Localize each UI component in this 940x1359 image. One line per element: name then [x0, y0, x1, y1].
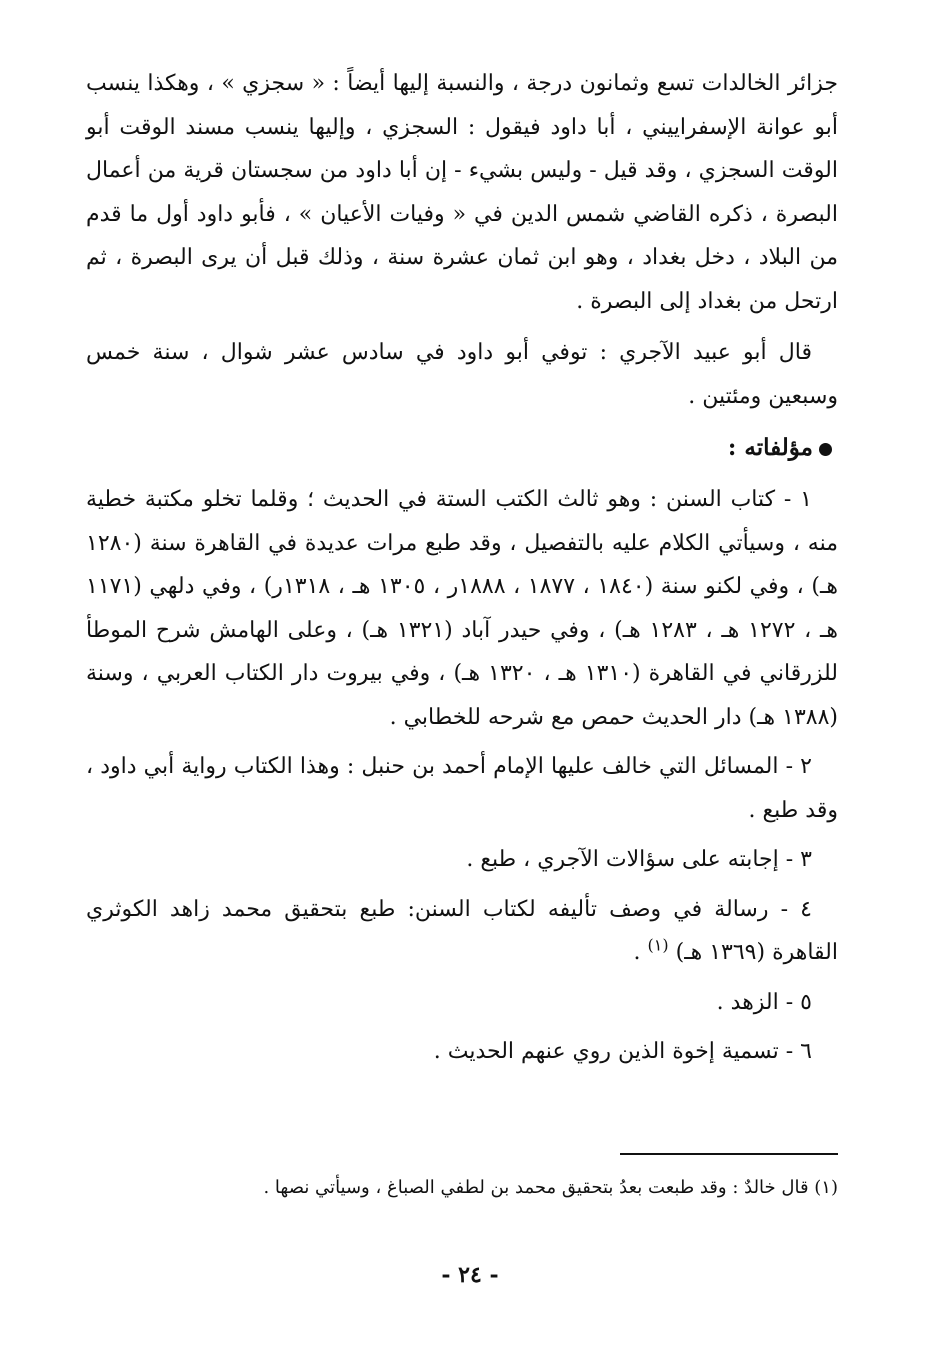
works-heading — [86, 426, 838, 470]
work-item-4-text: ٤ - رسالة في وصف تأليفه لكتاب السنن: طبع بتحقيق محمد زاهد الكوثري القاهرة (١٣٦٩ هـ) — [86, 896, 838, 965]
work-item-4 — [86, 888, 838, 975]
page-body — [86, 62, 838, 1080]
bullet-icon — [819, 443, 832, 456]
death-paragraph: قال أبو عبيد الآجري : توفي أبو داود في سادس عشر شوال ، سنة خمس وسبعين ومئتين . — [86, 340, 838, 409]
work-item-5: ٥ - الزهد . — [716, 989, 812, 1015]
page-number: - ٢٤ - — [441, 1262, 499, 1288]
footnote-reference[interactable]: (١) — [647, 935, 669, 955]
footnote-divider — [620, 1153, 838, 1155]
work-item-1: ١ - كتاب السنن : وهو ثالث الكتب الستة في الحديث ؛ وقلما تخلو مكتبة خطية منه ، وسيأتي الكلام عليه بالتفصيل ، وقد طبع مرات عديدة في القاهرة سنة (١٢٨٠ هـ) ، وفي لكنو سنة (١٨٤٠ ، ١٨٧٧ ، ١٨٨٨ر ، ١٣٠٥ هـ ، ١٣١٨ر) ، وفي دلهي (١١٧١ هـ ، ١٢٧٢ هـ ، ١٢٨٣ هـ) ، وفي حيدر آباد (١٣٢١ هـ) ، وعلى الهامش شرح الموطأ للزرقاني في القاهرة (١٣١٠ هـ ، ١٣٢٠ هـ) ، وفي بيروت دار الكتاب العربي ، وسنة (١٣٨٨ هـ) دار الحديث حمص مع شرحه للخطابي . — [86, 487, 839, 730]
work-item-4-end: . — [633, 940, 641, 965]
footnote: (١) قال خالدٌ : وقد طبعت بعدُ بتحقيق محمد بن لطفي الصباغ ، وسيأتي نصها . — [263, 1177, 838, 1198]
intro-paragraph: جزائر الخالدات تسع وثمانون درجة ، والنسبة إليها أيضاً : « سجزي » ، وهكذا ينسب أبو عوانة الإسفراييني ، أبا داود فيقول : السجزي ، وإليها ينسب مسند الوقت أبو الوقت السجزي ، وقد قيل - وليس بشيء - إن أبا داود من سجستان قرية من أعمال البصرة ، ذكره القاضي شمس الدين في « وفيات الأعيان » ، فأبو داود أول ما قدم من البلاد ، دخل بغداد ، وهو ابن ثمان عشرة سنة ، وذلك قبل أن يرى البصرة ، ثم ارتحل من بغداد إلى البصرة . — [86, 71, 838, 314]
work-item-3: ٣ - إجابته على سؤالات الآجري ، طبع . — [466, 847, 812, 872]
works-heading-text: مؤلفاته : — [727, 434, 813, 461]
work-item-6: ٦ - تسمية إخوة الذين روي عنهم الحديث . — [433, 1039, 812, 1064]
work-item-2: ٢ - المسائل التي خالف عليها الإمام أحمد بن حنبل : وهذا الكتاب رواية أبي داود ، وقد طبع . — [86, 754, 838, 823]
